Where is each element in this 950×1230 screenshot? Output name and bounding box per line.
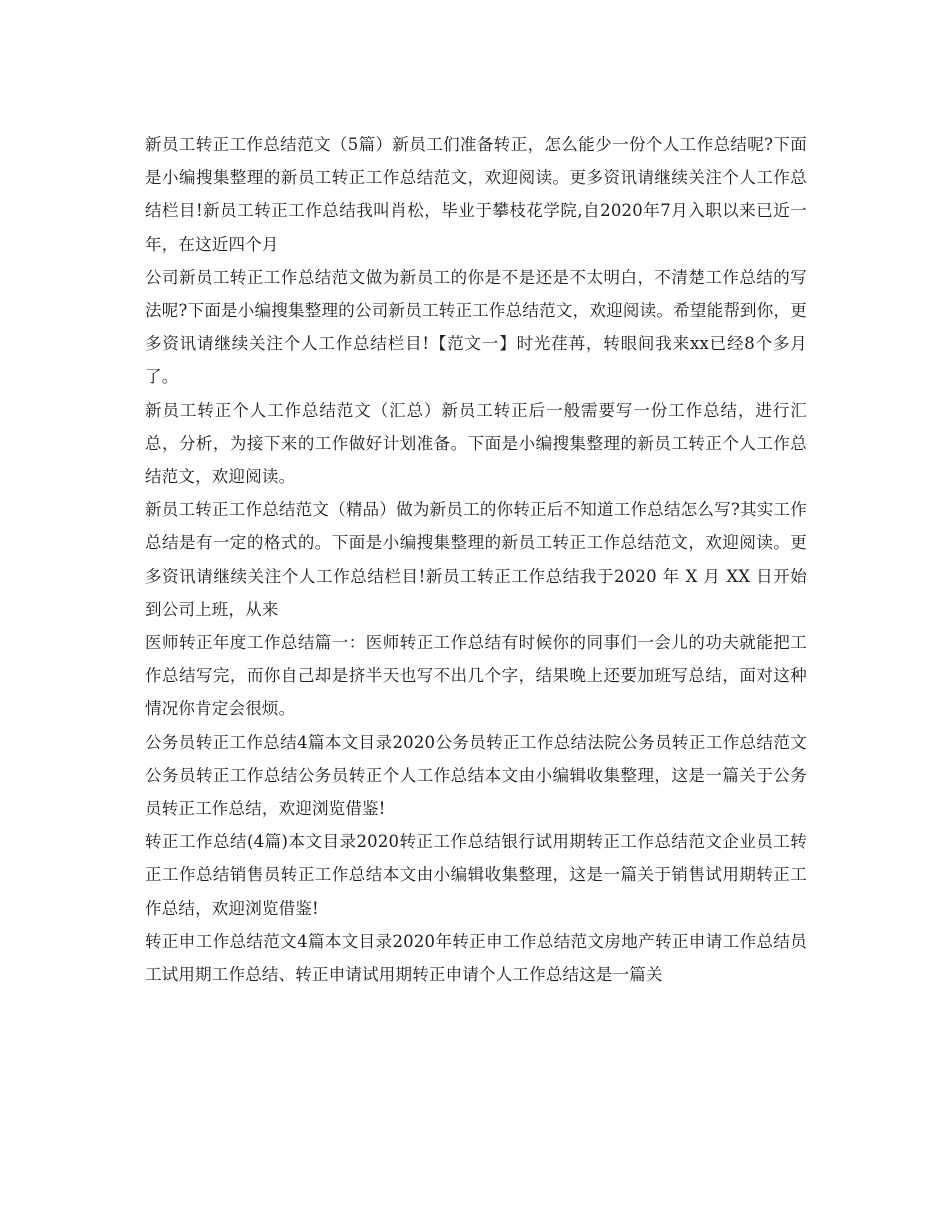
paragraph-probation-summary: 转正工作总结(4篇)本文目录2020转正工作总结银行试用期转正工作总结范文企业员工转正工作总结销售员转正工作总结本文由小编辑收集整理，这是一篇关于销售试用期转正工作总结，欢迎浏览借鉴! (145, 832, 807, 918)
paragraph-civil-servant-summary: 公务员转正工作总结4篇本文目录2020公务员转正工作总结法院公务员转正工作总结范文公务员转正工作总结公务员转正个人工作总结本文由小编辑收集整理，这是一篇关于公务员转正工作总结，欢迎浏览借鉴! (145, 732, 807, 819)
document-body (145, 128, 807, 991)
paragraph-application-summary: 转正申工作总结范文4篇本文目录2020年转正申工作总结范文房地产转正申请工作总结员工试用期工作总结、转正申请试用期转正申请个人工作总结这是一篇关 (145, 931, 807, 985)
paragraph-new-employee-summary: 新员工转正工作总结范文（5篇）新员工们准备转正，怎么能少一份个人工作总结呢?下面是小编搜集整理的新员工转正工作总结范文，欢迎阅读。更多资讯请继续关注个人工作总结栏目!新员工转正工作总结我叫肖松，毕业于攀枝花学院,自2020年7月入职以来已近一年，在这近四个月 (145, 135, 807, 254)
paragraph-physician-summary: 医师转正年度工作总结篇一：医师转正工作总结有时候你的同事们一会儿的功夫就能把工作总结写完，而你自己却是挤半天也写不出几个字，结果晚上还要加班写总结，面对这种情况你肯定会很烦。 (145, 633, 807, 719)
paragraph-quality-summary: 新员工转正工作总结范文（精品）做为新员工的你转正后不知道工作总结怎么写?其实工作总结是有一定的格式的。下面是小编搜集整理的新员工转正工作总结范文，欢迎阅读。更多资讯请继续关注个人工作总结栏目!新员工转正工作总结我于2020 年 X 月 XX 日开始到公司上班，从来 (145, 500, 807, 619)
paragraph-personal-summary: 新员工转正个人工作总结范文（汇总）新员工转正后一般需要写一份工作总结，进行汇总，分析，为接下来的工作做好计划准备。下面是小编搜集整理的新员工转正个人工作总结范文，欢迎阅读。 (145, 400, 807, 487)
paragraph-company-new-employee: 公司新员工转正工作总结范文做为新员工的你是不是还是不太明白，不清楚工作总结的写法呢?下面是小编搜集整理的公司新员工转正工作总结范文，欢迎阅读。希望能帮到你，更多资讯请继续关注个人工作总结栏目!【范文一】时光荏苒，转眼间我来xx已经8个多月了。 (145, 267, 807, 387)
